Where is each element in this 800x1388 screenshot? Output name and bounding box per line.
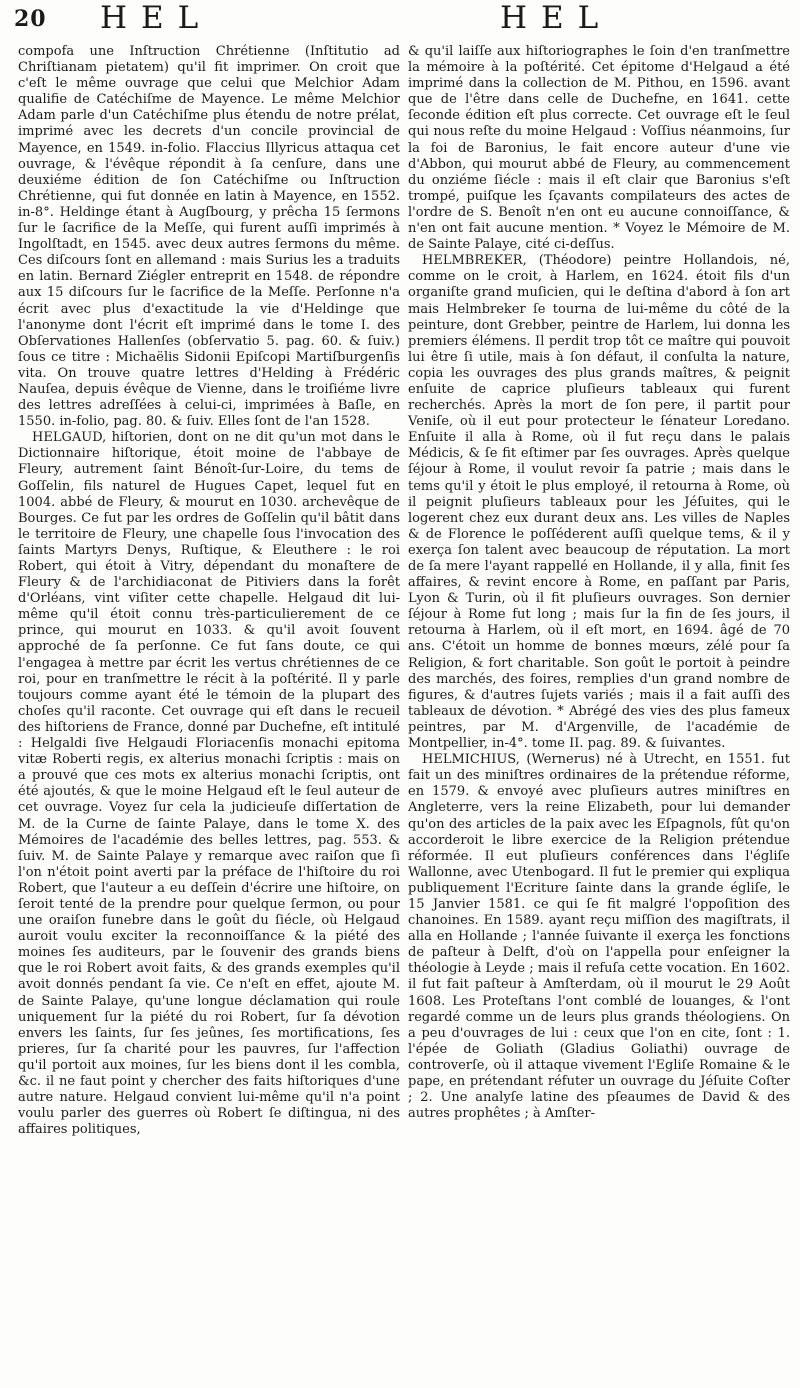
running-head-left: HEL — [100, 0, 213, 36]
running-head-right: HEL — [500, 0, 613, 36]
entry-helgaud-continuation: & qu'il laiſſe aux hiſtoriographes le ſoin d'en tranſmettre la mémoire à la poſtérité. Cet épitome d'Helgaud a été imprimé dans la collection de M. Pithou, en 1596. avant que de l'être dans celle de Duchefne, en 1641. cette ſeconde édition eſt plus correcte. Cet ouvrage eſt le ſeul qui nous reſte du moine Helgaud : Voſſius néanmoins, ſur la foi de Baronius, le fait encore auteur d'une vie d'Abbon, qui mourut abbé de Fleury, au commencement du onziéme ſiécle : mais il eſt clair que Baronius s'eſt trompé, puiſque les ſçavants compilateurs des actes de l'ordre de S. Benoît n'en ont eu aucune connoiſſance, & n'en ont fait aucune mention. * Voyez le Mémoire de M. de Sainte Palaye, cité ci-deſſus. — [408, 44, 790, 253]
entry-helmbreker: HELMBREKER, (Théodore) peintre Hollandois, né, comme on le croit, à Harlem, en 1624. étoit fils d'un organiſte grand muſicien, qui le deſtina d'abord à ſon art mais Helmbreker ſe tourna de lui-même du côté de la peinture, dont Grebber, peintre de Harlem, lui donna les premiers élémens. Il perdit trop tôt ce maître qui pouvoit lui être ſi utile, mais à ſon défaut, il conſulta la nature, copia les ouvrages des plus grands maîtres, & peignit enſuite de caprice pluſieurs tableaux qui furent recherchés. Après la mort de ſon pere, il partit pour Veniſe, où il eut pour protecteur le ſénateur Loredano. Enſuite il alla à Rome, où il fut reçu dans le palais Médicis, & ſe fit eſtimer par ſes ouvrages. Après quelque ſéjour à Rome, il voulut revoir ſa patrie ; mais dans le tems qu'il y étoit le plus employé, il retourna à Rome, où il peignit pluſieurs tableaux pour les Jéſuites, qui le logerent chez eux durant deux ans. Les villes de Naples & de Florence le poſſéderent auſſi quelque tems, & il y exerça ſon talent avec beaucoup de réputation. La mort de ſa mere l'ayant rappellé en Hollande, il y alla, finit ſes affaires, & revint encore à Rome, en paſſant par Paris, Lyon & Turin, où il fit pluſieurs ouvrages. Son dernier ſéjour à Rome fut long ; mais ſur la fin de ſes jours, il retourna à Harlem, où il eſt mort, en 1694. âgé de 70 ans. C'étoit un homme de bonnes mœurs, zélé pour ſa Religion, & fort charitable. Son goût le portoit à peindre des marchés, des foires, remplies d'un grand nombre de figures, & d'autres ſujets variés ; mais il a fait auſſi des tableaux de dévotion. * Abrégé des vies des plus fameux peintres, par M. d'Argenville, de l'académie de Montpellier, in-4°. tome II. pag. 89. & ſuivantes. — [408, 253, 790, 752]
entry-helmichius: HELMICHIUS, (Wernerus) né à Utrecht, en 1551. fut fait un des miniſtres ordinaires de la prétendue réforme, en 1579. & envoyé avec pluſieurs autres miniſtres en Angleterre, vers la reine Elizabeth, pour lui demander qu'on des articles de la paix avec les Eſpagnols, fût qu'on accorderoit le libre exercice de la Religion prétendue réformée. Il eut pluſieurs conférences dans l'égliſe Wallonne, avec Utenbogard. Il fut le premier qui expliqua publiquement l'Ecriture ſainte dans la grande égliſe, le 15 Janvier 1581. ce qui ſe fit malgré l'oppoſition des chanoines. En 1589. ayant reçu miſſion des magiſtrats, il alla en Hollande ; l'année ſuivante il exerça les fonctions de paſteur à Delft, d'où on l'appella pour enſeigner la théologie à Leyde ; mais il refuſa cette vocation. En 1602. il fut fait paſteur à Amſterdam, où il mourut le 29 Août 1608. Les Proteſtans l'ont comblé de louanges, & l'ont regardé comme un de leurs plus grands théologiens. On a peu d'ouvrages de lui : ceux que l'on en cite, ſont : 1. l'épée de Goliath (Gladius Goliathi) ouvrage de controverſe, où il attaque vivement l'Egliſe Romaine & le pape, en prétendant réfuter un ouvrage du Jéſuite Coſter ; 2. Une analyſe latine des pſeaumes de David & des autres prophêtes ; à Amſter- — [408, 752, 790, 1122]
page-header — [0, 0, 800, 44]
right-column — [408, 44, 790, 1122]
entry-helgaud: HELGAUD, hiſtorien, dont on ne dit qu'un mot dans le Dictionnaire hiſtorique, étoit moine de l'abbaye de Fleury, autrement ſaint Bénoît-ſur-Loire, du tems de Goſſelin, fils naturel de Hugues Capet, lequel fut en 1004. abbé de Fleury, & mourut en 1030. archevêque de Bourges. Ce fut par les ordres de Goſſelin qu'il bâtit dans le territoire de Fleury, une chapelle ſous l'invocation des ſaints Martyrs Denys, Ruſtique, & Eleuthere : le roi Robert, qui étoit à Vitry, dépendant du monaſtere de Fleury & de l'archidiaconat de Pitiviers dans la forêt d'Orléans, vint viſiter cette chapelle. Helgaud dit lui-même qu'il étoit connu très-particulierement de ce prince, qui mourut en 1033. & qu'il avoit ſouvent approché de ſa perſonne. Ce fut ſans doute, ce qui l'engagea à mettre par écrit les vertus chrétiennes de ce roi, pour en tranſmettre le récit à la poſtérité. Il y parle toujours comme ayant été le témoin de la plupart des choſes qu'il raconte. Cet ouvrage qui eſt dans le recueil des hiſtoriens de France, donné par Duchefne, eſt intitulé : Helgaldi ſive Helgaudi Floriacenſis monachi epitoma vitæ Roberti regis, ex alterius monachi ſcriptis : mais on a prouvé que ces mots ex alterius monachi ſcriptis, ont été ajoutés, & que le moine Helgaud eſt le ſeul auteur de cet ouvrage. Voyez ſur cela la judicieuſe diſſertation de M. de la Curne de ſainte Palaye, dans le tome X. des Mémoires de l'académie des belles lettres, pag. 553. & ſuiv. M. de Sainte Palaye y remarque avec raiſon que ſi l'on n'étoit point averti par la préface de l'hiſtoire du roi Robert, que l'auteur a eu deſſein d'écrire une hiſtoire, on ſeroit tenté de la prendre pour quelque ſermon, ou pour une oraiſon funebre dans le goût du ſiécle, où Helgaud auroit voulu exciter la reconnoiſſance & la piété des moines ſes auditeurs, par le ſouvenir des grands biens que le roi Robert avoit faits, & des grands exemples qu'il avoit donnés pendant ſa vie. Ce n'eſt en effet, ajoute M. de Sainte Palaye, qu'une longue déclamation qui roule uniquement ſur la piété du roi Robert, ſur ſa dévotion envers les ſaints, ſur ſes jeûnes, ſes mortifications, ſes prieres, ſur ſa charité pour les pauvres, ſur l'affection qu'il portoit aux moines, ſur les biens dont il les combla, &c. il ne faut point y chercher des faits hiſtoriques d'une autre nature. Helgaud convient lui-même qu'il n'a point voulu parler des guerres où Robert ſe diſtingua, ni des affaires politiques, — [18, 430, 400, 1138]
page-number: 20 — [14, 6, 47, 32]
left-column — [18, 44, 400, 1138]
entry-helding-continuation: compofa une Inſtruction Chrétienne (Inſtitutio ad Chriſtianam pietatem) qu'il fit imprimer. On croit que c'eſt le même ouvrage que celui que Melchior Adam qualifie de Catéchiſme de Mayence. Le même Melchior Adam parle d'un Catéchiſme plus étendu de notre prélat, imprimé avec les decrets d'un concile provincial de Mayence, en 1549. in-folio. Flaccius Illyricus attaqua cet ouvrage, & l'évêque répondit à ſa cenſure, dans une deuxiéme édition de ſon Catéchiſme ou Inſtruction Chrétienne, qui fut donnée en latin à Mayence, en 1552. in-8°. Heldinge étant à Augſbourg, y prêcha 15 ſermons ſur le ſacrifice de la Meſſe, qui furent auſſi imprimés à Ingolſtadt, en 1545. avec deux autres ſermons du même. Ces diſcours ſont en allemand : mais Surius les a traduits en latin. Bernard Ziégler entreprit en 1548. de répondre aux 15 diſcours ſur le ſacrifice de la Meſſe. Perſonne n'a écrit avec plus d'exactitude la vie d'Heldinge que l'anonyme dont l'écrit eſt imprimé dans le tome I. des Obſervationes Hallenſes (obſervatio 5. pag. 60. & ſuiv.) ſous ce titre : Michaëlis Sidonii Epiſcopi Martiſburgenſis vita. On trouve quatre lettres d'Helding à Frédéric Nauſea, depuis évêque de Vienne, dans le troiſiéme livre des lettres adreſſées à celui-ci, imprimées à Baſle, en 1550. in-folio, pag. 80. & ſuiv. Elles ſont de l'an 1528. — [18, 44, 400, 430]
